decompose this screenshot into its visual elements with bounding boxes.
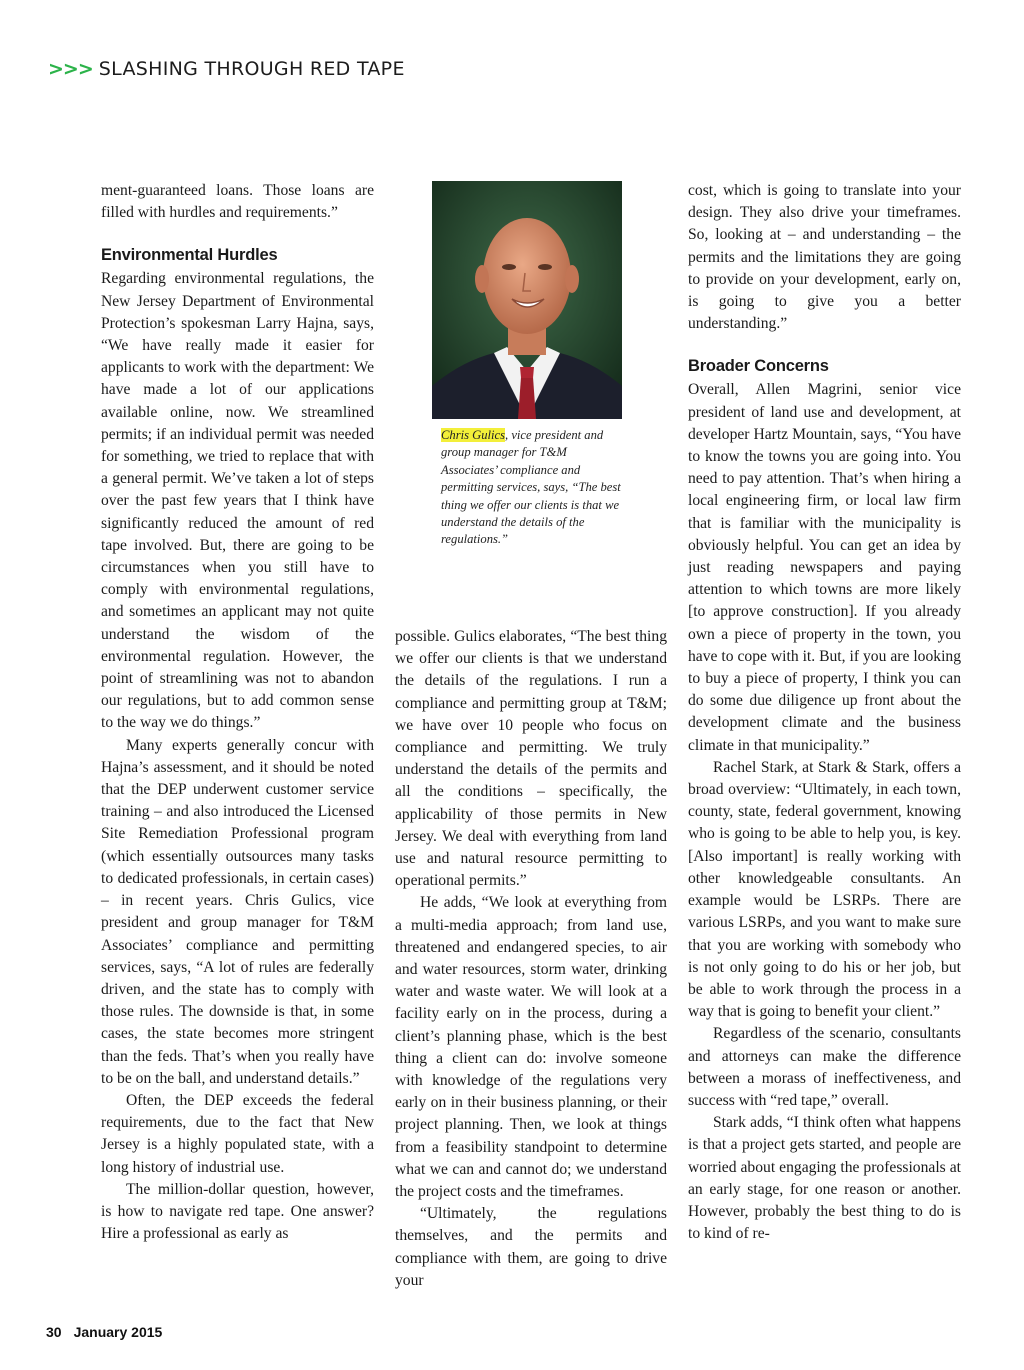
paragraph: “Ultimately, the regulations themselves, and the permits and compliance with them, are going to drive your xyxy=(395,1205,667,1289)
chevron-icon: >>> xyxy=(48,58,93,80)
paragraph: Regardless of the scenario, consultants and attorneys can make the difference between a morass of ineffectiveness, and success with “red tape,” overall. xyxy=(688,1025,961,1109)
page-footer xyxy=(46,1324,162,1340)
caption-text: , vice president and group manager for T&M Associates’ compliance and permitting services, says, “The best thing we offer our clients is that we understand the details of the regulations.” xyxy=(441,428,621,547)
article-column-1 xyxy=(101,180,374,1245)
portrait-photo xyxy=(432,181,622,419)
article-column-3 xyxy=(688,180,961,1245)
section-header xyxy=(48,58,405,80)
issue-date: January 2015 xyxy=(73,1324,163,1340)
paragraph: possible. Gulics elaborates, “The best thing we offer our clients is that we understand the details of the regulations. I run a compliance and permitting group at T&M; we have over 10 people who focus on compliance and permitting. We truly understand the details of the permits and all the conditions – specifically, the applicability of those permits in New Jersey. We deal with everything from land use and natural resource permitting to operational permits.” xyxy=(395,628,667,890)
paragraph: Many experts generally concur with Hajna’s assessment, and it should be noted that the DEP underwent customer service training – and also introduced the Licensed Site Remediation Professional program (which essentially outsources many tasks to dedicated professionals, in certain cases) – in recent years. Chris Gulics, vice president and group manager for T&M Associates’ compliance and permitting services, says, “A lot of rules are federally driven, and the state has to comply with those rules. The downside is that, in some cases, the state becomes more stringent than the feds. That’s when you really have to be on the ball, and understand details.” xyxy=(101,736,374,1087)
paragraph: Regarding environmental regulations, the New Jersey Department of Environmental Protection’s spokesman Larry Hajna, says, “We have really made it easier for applicants to work with the department: We have made a lot of our applications available online, now. We streamlined permits; if an individual permit was needed for something, we tried to replace that with a general permit. We’ve taken a lot of steps over the past few years that I think have significantly reduced the amount of red tape involved. But, there are going to be circumstances when you still have to comply with environmental regulations, and sometimes an applicant may not quite understand the wisdom of the environmental regulation. However, the point of streamlining was not to abandon our regulations, but to add common sense to the way we do things.” xyxy=(101,270,374,732)
subheading-broader-concerns: Broader Concerns xyxy=(688,357,829,376)
paragraph: cost, which is going to translate into your design. They also drive your timeframes. So, looking at – and understanding – the permits and the limitations they are going to provide on your development, early on, is going to give you a better understanding.” xyxy=(688,182,961,333)
photo-caption xyxy=(441,427,621,549)
paragraph: The million-dollar question, however, is how to navigate red tape. One answer? Hire a professional as early as xyxy=(101,1180,374,1243)
paragraph: Stark adds, “I think often what happens is that a project gets started, and people are worried about engaging the professionals at an early stage, for one reason or another. However, probably the best thing to do is to kind of re- xyxy=(688,1114,961,1243)
paragraph: Often, the DEP exceeds the federal requirements, due to the fact that New Jersey is a highly populated state, with a long history of industrial use. xyxy=(101,1091,374,1176)
paragraph: Rachel Stark, at Stark & Stark, offers a broad overview: “Ultimately, in each town, county, state, federal government, knowing who is going to be able to help you, is key. [Also important] is really working with other knowledgeable consultants. An example would be LSRPs. There are various LSRPs, and you want to make sure that you are working with somebody who is not only going to do his or her job, but be able to work through the process in a way that is going to benefit your client.” xyxy=(688,758,961,1021)
subheading-environmental-hurdles: Environmental Hurdles xyxy=(101,246,278,265)
paragraph: ment-guaranteed loans. Those loans are filled with hurdles and requirements.” xyxy=(101,182,374,222)
paragraph: He adds, “We look at everything from a multi-media approach; from land use, threatened and endangered species, to air and water resources, storm water, drinking water and waste water. We will look at a facility early on in the process, during a client’s planning phase, which is the best thing a client can do: involve someone with knowledge of the regulations very early on in their business planning, or their project planning. Then, we look at things from a feasibility standpoint to determine what we can and cannot do; we understand the project costs and the timeframes. xyxy=(395,894,667,1201)
caption-highlighted-name: Chris Gulics xyxy=(441,428,506,442)
page-number: 30 xyxy=(46,1324,62,1340)
paragraph: Overall, Allen Magrini, senior vice president of land use and development, at developer Hartz Mountain, says, “You have to know the towns you are going into. You need to pay attention. That’s when hiring a local engineering firm, or local law firm that is familiar with the municipality is obviously helpful. You can get an idea by just reading newspapers and paying attention to which towns are more likely [to approve construction]. If you already own a piece of property in the town, you have to cope with it. But, if you are looking to buy a piece of property, I think you can do some due diligence up front about the development climate and the business climate in that municipality.” xyxy=(688,381,961,754)
section-title: SLASHING THROUGH RED TAPE xyxy=(98,58,405,80)
portrait-illustration xyxy=(432,181,622,419)
article-column-2 xyxy=(395,626,667,1292)
